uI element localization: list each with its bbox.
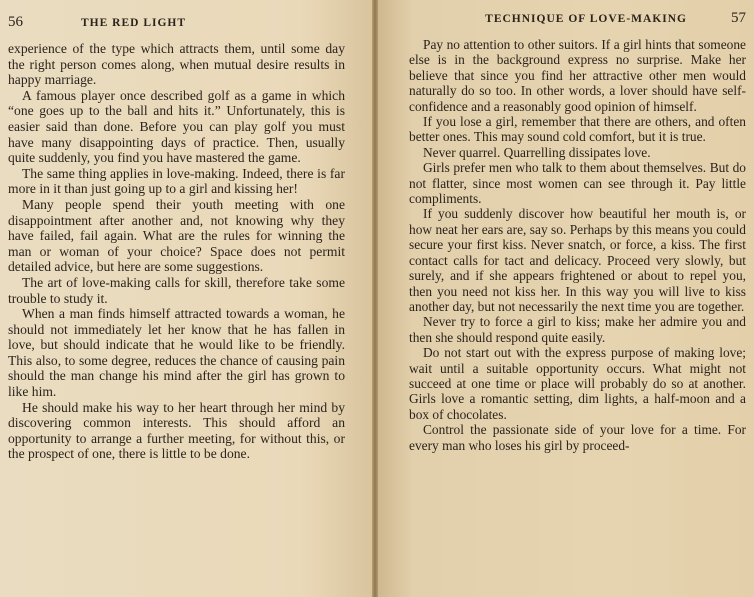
right-paragraph: Never quarrel. Quarrelling dissipates love. (423, 144, 651, 160)
right-paragraph: Never try to force a girl to kiss; make her admire you and then she should respond quite easily. (409, 314, 746, 345)
book-gutter (372, 0, 378, 597)
left-paragraph: A famous player once described golf as a game in which “one goes up to the ball and hits it.” Unfortunately, this is easier said than done. Before you can play golf you must have many disappointing days of practice. Then, usually quite suddenly, you find you have mastered the game. (8, 87, 345, 166)
left-page (0, 0, 375, 597)
left-paragraph: He should make his way to her heart through her mind by discovering common interests. This should afford an opportunity to arrange a further meeting, for without this, or the prospect of one, there is little to be done. (8, 399, 345, 462)
right-page (375, 0, 754, 597)
right-paragraph: Do not start out with the express purpose of making love; wait until a suitable opportunity occurs. What might not succeed at one time or place will probably do so at another. Girls love a romantic setting, dim lights, a half-moon and a box of chocolates. (409, 345, 746, 422)
right-paragraph: If you suddenly discover how beautiful her mouth is, or how neat her ears are, say so. Perhaps by this means you could secure your first kiss. Never snatch, or force, a kiss. The first contact calls for tact and delicacy. Proceed very slowly, but surely, and if she appears frightened or about to repel you, then you need not kiss her. In this way you will live to kiss another day, but not necessarily the next time you are together. (409, 206, 746, 314)
right-page-number: 57 (731, 10, 746, 26)
right-paragraph: Pay no attention to other suitors. If a girl hints that someone else is in the background express no surprise. Make her believe that since you find her attractive other men would naturally do so too. In other words, a lover should have self-confidence and a reasonably good opinion of himself. (409, 37, 746, 114)
right-running-head: TECHNIQUE OF LOVE-MAKING (485, 13, 687, 25)
right-paragraph: Control the passionate side of your love for a time. For every man who loses his girl by proceed- (409, 422, 746, 453)
left-paragraph: experience of the type which attracts them, until some day the right person comes along, when mutual desire results in happy marriage. (8, 41, 345, 88)
right-paragraph: Girls prefer men who talk to them about themselves. But do not flatter, since most women can see through it. Pay little compliments. (409, 160, 746, 207)
right-page-header (409, 10, 746, 27)
left-running-head: THE RED LIGHT (81, 17, 187, 29)
left-page-header (8, 14, 345, 31)
left-paragraph: The same thing applies in love-making. Indeed, there is far more in it than just going up to a girl and kissing her! (8, 165, 345, 197)
left-paragraph: Many people spend their youth meeting with one disappointment after another and, not knowing why they have failed, fail again. What are the rules for winning the man or woman of your choice? Space does not permit detailed advice, but here are some suggestions. (8, 196, 345, 275)
left-page-number: 56 (8, 14, 23, 30)
left-paragraph: The art of love-making calls for skill, therefore take some trouble to study it. (8, 274, 345, 306)
left-paragraph: When a man finds himself attracted towards a woman, he should not immediately let her know that he has fallen in love, but should indicate that he would like to be friendly. This also, to some degree, reduces the chance of causing pain should the man change his mind after the girl has grown to like him. (8, 306, 345, 400)
right-paragraph: If you lose a girl, remember that there are others, and often better ones. This may sound cold comfort, but it is true. (409, 114, 746, 145)
